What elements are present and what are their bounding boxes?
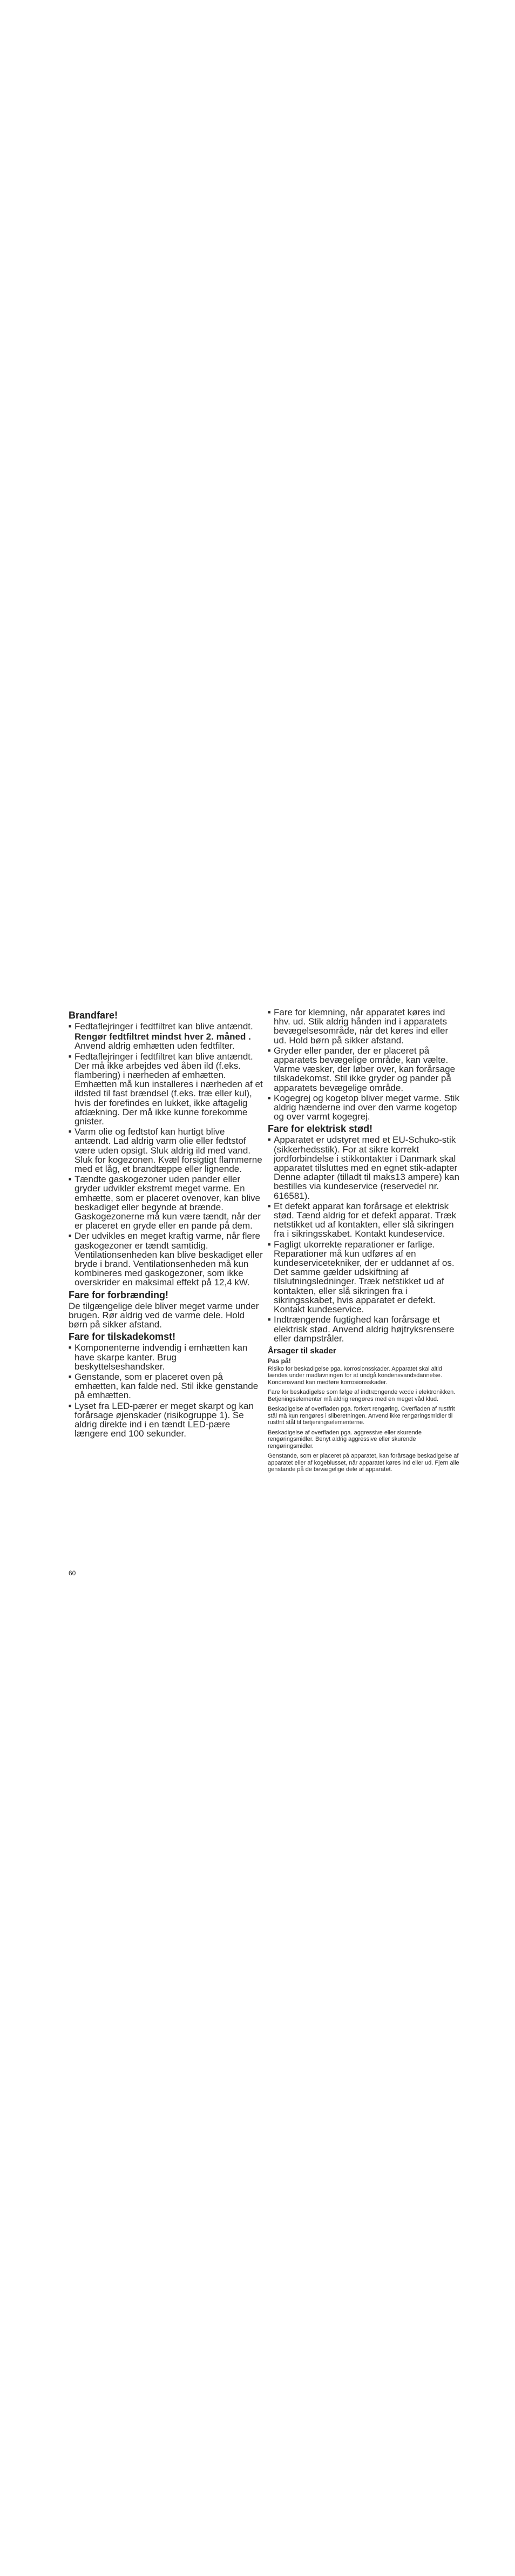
- page-number: 60: [69, 1569, 76, 1577]
- list-item: ■ Varm olie og fedtstof kan hurtigt blive antændt. Lad aldrig varm olie eller fedtstof være uden opsigt. Sluk aldrig ild med vand. Sluk for kogezonen. Kvæl forsigtigt flammerne med et låg, et brandtæppe eller lignende.: [69, 1127, 263, 1174]
- heading-burn-hazard: Fare for forbrænding!: [69, 1289, 168, 1300]
- fire-hazard-list-2: [69, 1052, 263, 1287]
- list-item: ■ Genstande, som er placeret oven på emhætten, kan falde ned. Stil ikke genstande på emhætten.: [69, 1372, 263, 1400]
- left-column: [69, 1008, 263, 1439]
- list-item: ■ Lyset fra LED-pærer er meget skarpt og kan forårsage øjenskader (risikogruppe 1). Se aldrig direkte ind i en tændt LED-pære længere end 100 sekunder.: [69, 1401, 263, 1439]
- list-item: ■ Der udvikles en meget kraftig varme, når flere gaskogezoner er tændt samtidig. Ventilationsenheden kan blive beskadiget eller bryde i brand. Ventilationsenheden må kun kombineres med gaskogezoner, som ikke overskrider en maksimal effekt på 12,4 kW.: [69, 1231, 263, 1287]
- damage-paragraph: Risiko for beskadigelse pga. korrosionsskader. Apparatet skal altid tændes under madlavningen for at undgå kondensvandsdannelse. Kondensvand kan medføre korrosionsskader.: [268, 1365, 442, 1386]
- damage-paragraph: Genstande, som er placeret på apparatet, kan forårsage beskadigelse af apparatet eller af kogeblusset, når apparatet køres ind eller ud. Fjern alle genstande på de bevægelige dele af apparatet.: [268, 1453, 459, 1473]
- list-item: ■ Et defekt apparat kan forårsage et elektrisk stød. Tænd aldrig for et defekt apparat. Træk netstikket ud af kontakten, eller slå sikringen fra i sikringsskabet. Kontakt kundeservice.: [268, 1202, 462, 1239]
- fire-hazard-list: [69, 1022, 263, 1031]
- list-item: ■ Komponenterne indvendig i emhætten kan have skarpe kanter. Brug beskyttelseshandsker.: [69, 1343, 263, 1371]
- list-item: ■ Fedtaflejringer i fedtfiltret kan blive antændt. Der må ikke arbejdes ved åben ild (f.eks. flambering) i nærheden af emhætten. Emhætten må kun installeres i nærheden af et ildsted til fast brændsel (f.eks. træ eller kul), hvis der forefindes en lukket, ikke aftagelig afdækning. Der må ikke kunne forekomme gnister.: [69, 1052, 263, 1127]
- electric-shock-list: [268, 1135, 462, 1343]
- heading-electric-shock: Fare for elektrisk stød!: [268, 1123, 373, 1135]
- burn-hazard-text: De tilgængelige dele bliver meget varme under brugen. Rør aldrig ved de varme dele. Hold børn på sikker afstand.: [69, 1300, 259, 1330]
- list-item: ■ Fagligt ukorrekte reparationer er farlige. Reparationer må kun udføres af en kundeservicetekniker, der er uddannet af os. Det samme gælder udskiftning af tilslutningsledninger. Træk netstikket ud af kontakten, eller slå sikringen fra i sikringsskabet, hvis apparatet er defekt. Kontakt kundeservice.: [268, 1240, 462, 1314]
- heading-causes-of-damage: Årsager til skader: [268, 1346, 336, 1356]
- list-item: ■ Fare for klemning, når apparatet køres ind hhv. ud. Stik aldrig hånden ind i apparatets bevægelsesområde, når det køres ind eller ud. Hold børn på sikker afstand.: [268, 1008, 462, 1045]
- list-item: ■ Gryder eller pander, der er placeret på apparatets bevægelige område, kan vælte. Varme væsker, der løber over, kan forårsage tilskadekomst. Stil ikke gryder og pander på apparatets bevægelige område.: [268, 1046, 462, 1093]
- damage-paragraph: Fare for beskadigelse som følge af indtrængende væde i elektronikken. Betjeningselementer må aldrig rengøres med en meget våd klud.: [268, 1389, 456, 1402]
- heading-fire-hazard: Brandfare!: [69, 1010, 118, 1021]
- list-item: ■ Apparatet er udstyret med et EU-Schuko-stik (sikkerhedsstik). For at sikre korrekt jordforbindelse i stikkontakter i Danmark skal apparatet tilsluttes med en egnet stik-adapter Denne adapter (tilladt til maks13 ampere) kan bestilles via kundeservice (reservedel nr. 616581).: [268, 1135, 462, 1200]
- right-column: [268, 1008, 462, 1476]
- list-item: ■ Fedtaflejringer i fedtfiltret kan blive antændt.: [69, 1022, 263, 1031]
- list-item: ■ Indtrængende fugtighed kan forårsage et elektrisk stød. Anvend aldrig højtryksrensere eller dampstråler.: [268, 1315, 462, 1343]
- injury-hazard-list: [69, 1343, 263, 1438]
- filter-cleaning-instruction: Rengør fedtfiltret mindst hver 2. måned .: [74, 1031, 251, 1042]
- damage-paragraph: Beskadigelse af overfladen pga. aggressive eller skurende rengøringsmidler. Benyt aldrig aggressive eller skurende rengøringsmidler.: [268, 1429, 422, 1449]
- list-item: ■ Kogegrej og kogetop bliver meget varme. Stik aldrig hænderne ind over den varme kogetop og over varmt kogegrej.: [268, 1094, 462, 1122]
- filter-usage-note: Anvend aldrig emhætten uden fedtfilter.: [74, 1041, 235, 1051]
- caution-label: Pas på!: [268, 1357, 291, 1365]
- heading-injury-hazard: Fare for tilskadekomst!: [69, 1331, 176, 1343]
- injury-hazard-list-continued: [268, 1008, 462, 1121]
- list-item: ■ Tændte gaskogezoner uden pander eller gryder udvikler ekstremt meget varme. En emhætte, som er placeret ovenover, kan blive beskadiget eller begynde at brænde. Gaskogezonerne må kun være tændt, når der er placeret en gryde eller en pande på dem.: [69, 1175, 263, 1230]
- damage-paragraph: Beskadigelse af overfladen pga. forkert rengøring. Overfladen af rustfrit stål må kun rengøres i sliberetningen. Anvend ikke rengøringsmidler til rustfrit stål til betjeningselementerne.: [268, 1406, 455, 1426]
